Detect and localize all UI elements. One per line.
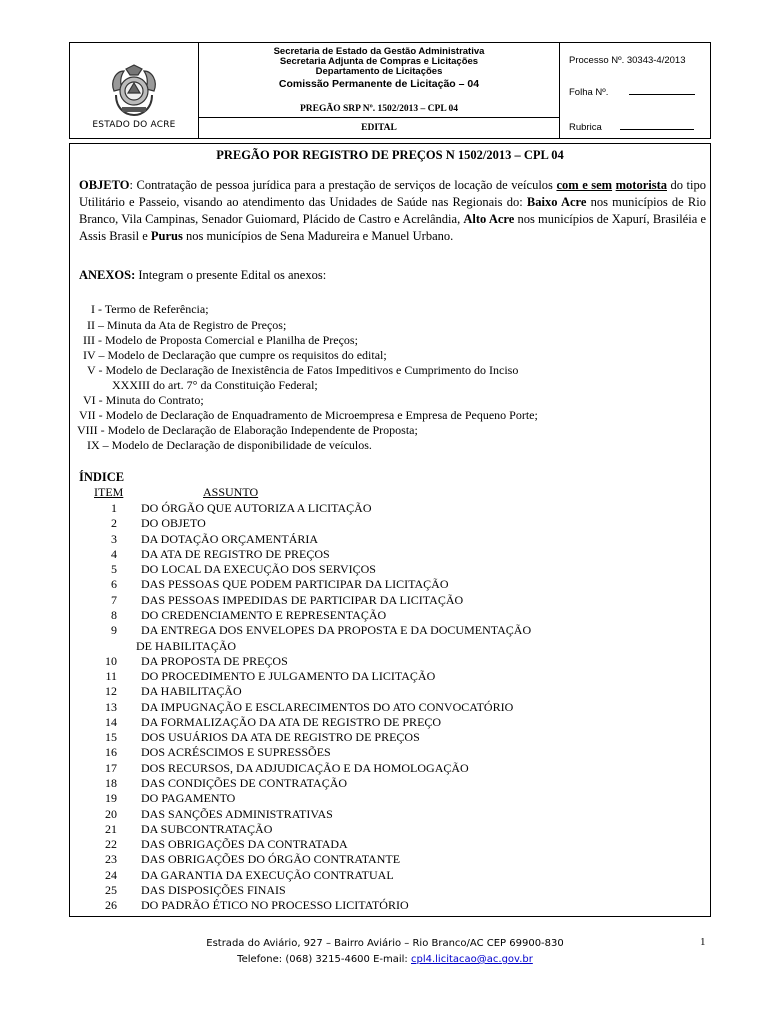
indice-item-subject: DA GARANTIA DA EXECUÇÃO CONTRATUAL	[141, 867, 394, 882]
indice-item-subject: DO ÓRGÃO QUE AUTORIZA A LICITAÇÃO	[141, 501, 372, 515]
rubrica-blank	[620, 129, 694, 130]
indice-item-subject: DA PROPOSTA DE PREÇOS	[141, 653, 288, 668]
indice-item-subject: DAS SANÇÕES ADMINISTRATIVAS	[141, 806, 333, 821]
anexo-item: II – Minuta da Ata de Registro de Preços;	[87, 318, 287, 332]
footer-email-link[interactable]: cpl4.licitacao@ac.gov.br	[410, 954, 533, 965]
indice-item-subject: DA DOTAÇÃO ORÇAMENTÁRIA	[141, 531, 319, 546]
indice-item-subject: DOS RECURSOS, DA ADJUDICAÇÃO E DA HOMOLOGAÇÃO	[141, 760, 469, 775]
indice-item-subject: DO OBJETO	[141, 516, 206, 531]
indice-item-number: 14	[105, 714, 117, 729]
indice-item-number: 7	[111, 592, 117, 607]
rubrica-label: Rubrica	[569, 122, 602, 133]
objeto-text-1: : Contratação de pessoa jurídica para a prestação de serviços de locação de veículos	[129, 178, 557, 192]
indice-item-subject: DO PADRÃO ÉTICO NO PROCESSO LICITATÓRIO	[141, 898, 409, 913]
anexos-label: ANEXOS:	[79, 268, 136, 282]
footer-phone: Telefone: (068) 3215-4600 E-mail:	[237, 954, 411, 965]
footer-address: Estrada do Aviário, 927 – Bairro Aviário – Rio Branco/AC CEP 69900-830	[206, 938, 564, 949]
indice-item-number: 22	[105, 837, 117, 852]
page-title: PREGÃO POR REGISTRO DE PREÇOS N 1502/2013 – CPL 04	[216, 148, 564, 162]
edital-body	[69, 143, 711, 917]
objeto-region-baixo-acre: Baixo Acre	[526, 195, 587, 209]
indice-item-subject: DAS CONDIÇÕES DE CONTRATAÇÃO	[141, 776, 348, 791]
indice-item-subject: DA ATA DE REGISTRO DE PREÇOS	[141, 546, 330, 561]
indice-item-number: 6	[111, 577, 117, 592]
objeto-paragraph	[79, 177, 706, 245]
acre-coat-of-arms-icon	[106, 63, 162, 119]
indice-item-subject: DOS USUÁRIOS DA ATA DE REGISTRO DE PREÇOS	[141, 730, 420, 745]
anexos-intro	[79, 268, 326, 283]
objeto-label: OBJETO	[79, 178, 130, 192]
indice-item-subject: DO PAGAMENTO	[141, 791, 236, 806]
indice-item-number: 20	[105, 806, 117, 821]
objeto-emphasis-2: motorista	[615, 178, 667, 192]
objeto-text-2: do tipo Utilitário e Passeio, visando ao atendimento das Unidades de Saúde nas Regionais do:	[79, 178, 706, 209]
folha-blank	[629, 94, 695, 95]
indice-item-subject: DA FORMALIZAÇÃO DA ATA DE REGISTRO DE PREÇO	[141, 714, 442, 729]
objeto-text-4: nos municípios de Xapurí, Brasiléia e Assis Brasil e	[79, 212, 706, 243]
indice-item-number: 16	[105, 745, 117, 760]
indice-item-number: 1	[111, 501, 117, 515]
header-line-secretaria-adjunta: Secretaria Adjunta de Compras e Licitações	[279, 56, 479, 67]
page-footer	[0, 936, 770, 968]
header-institution-cell	[199, 43, 560, 138]
indice-item-number: 18	[105, 776, 117, 791]
indice-item-number: 11	[105, 669, 117, 684]
indice-col-item: ITEM	[94, 485, 124, 499]
indice-item-number: 2	[111, 516, 117, 531]
indice-item-number: 3	[111, 531, 117, 546]
indice-item-number: 21	[105, 821, 117, 836]
anexo-item: VIII - Modelo de Declaração de Elaboração Independente de Proposta;	[77, 423, 418, 437]
indice-item-number: 25	[105, 883, 117, 897]
indice-title: ÍNDICE	[79, 470, 125, 484]
indice-item-number: 4	[111, 546, 117, 561]
indice-item-number: 19	[105, 791, 117, 806]
indice-item-number: 9	[111, 623, 117, 638]
indice-item-subject: DA SUBCONTRATAÇÃO	[141, 821, 273, 836]
indice-item-number: 10	[105, 653, 117, 668]
indice-item-subject: DO LOCAL DA EXECUÇÃO DOS SERVIÇOS	[141, 562, 376, 577]
header-line-departamento: Departamento de Licitações	[315, 66, 443, 77]
header-logo-cell	[70, 43, 199, 138]
indice-col-assunto: ASSUNTO	[203, 485, 259, 499]
indice-item-number: 13	[105, 699, 117, 714]
indice-item-number: 23	[105, 852, 117, 867]
header-divider	[199, 117, 559, 118]
logo-caption: ESTADO DO ACRE	[92, 120, 176, 130]
folha-label: Folha Nº.	[569, 87, 609, 98]
indice-item-subject: DO CREDENCIAMENTO E REPRESENTAÇÃO	[141, 607, 387, 622]
header-pregao: PREGÃO SRP Nº. 1502/2013 – CPL 04	[299, 104, 459, 114]
anexo-item: IV – Modelo de Declaração que cumpre os requisitos do edital;	[83, 348, 387, 362]
anexo-item: VI - Minuta do Contrato;	[83, 393, 204, 407]
objeto-emphasis-1: com e sem	[556, 178, 613, 192]
anexo-item: IX – Modelo de Declaração de disponibilidade de veículos.	[87, 438, 372, 452]
indice-item-number: 26	[105, 898, 117, 913]
objeto-region-purus: Purus	[150, 229, 183, 243]
indice-item-number: 17	[105, 760, 117, 775]
objeto-region-alto-acre: Alto Acre	[463, 212, 515, 226]
folha-field	[569, 87, 695, 98]
anexos-intro-text: Integram o presente Edital os anexos:	[135, 268, 327, 282]
indice-item-subject: DA ENTREGA DOS ENVELOPES DA PROPOSTA E DA DOCUMENTAÇÃO	[141, 623, 532, 638]
header-line-comissao: Comissão Permanente de Licitação – 04	[278, 78, 480, 90]
objeto-text-3: nos municípios de Rio Branco, Vila Campinas, Senador Guiomard, Plácido de Castro e Acrelândia,	[79, 195, 706, 226]
header-edital: EDITAL	[361, 123, 397, 133]
processo-number: Processo Nº. 30343-4/2013	[569, 55, 686, 66]
indice-item-number: 12	[105, 684, 117, 699]
page-number: 1	[700, 936, 706, 948]
header-process-cell	[560, 43, 710, 138]
indice-item-number: 8	[111, 607, 117, 622]
anexo-item: V - Modelo de Declaração de Inexistência de Fatos Impeditivos e Cumprimento do Inciso	[87, 363, 519, 377]
indice-item-subject: DOS ACRÉSCIMOS E SUPRESSÕES	[141, 745, 331, 760]
indice-item-subject: DO PROCEDIMENTO E JULGAMENTO DA LICITAÇÃO	[141, 669, 436, 684]
indice-item-number: 5	[111, 562, 117, 577]
indice-item-subject: DE HABILITAÇÃO	[136, 638, 237, 653]
indice-item-subject: DAS DISPOSIÇÕES FINAIS	[141, 883, 286, 897]
anexo-item: III - Modelo de Proposta Comercial e Planilha de Preços;	[83, 333, 358, 347]
indice-item-subject: DAS PESSOAS IMPEDIDAS DE PARTICIPAR DA LICITAÇÃO	[141, 592, 464, 607]
objeto-text-5: nos municípios de Sena Madureira e Manuel Urbano.	[182, 229, 454, 243]
indice-item-subject: DA IMPUGNAÇÃO E ESCLARECIMENTOS DO ATO CONVOCATÓRIO	[141, 699, 514, 714]
anexo-item-continued: XXXIII do art. 7° da Constituição Federal;	[112, 378, 318, 392]
indice-item-number: 24	[105, 867, 117, 882]
indice-item-subject: DAS PESSOAS QUE PODEM PARTICIPAR DA LICITAÇÃO	[141, 577, 449, 592]
indice-item-subject: DAS OBRIGAÇÕES DO ÓRGÃO CONTRATANTE	[141, 852, 401, 867]
footer-contact	[0, 952, 770, 968]
indice-item-number: 15	[105, 730, 117, 745]
document-header	[69, 42, 711, 139]
indice-item-subject: DAS OBRIGAÇÕES DA CONTRATADA	[141, 837, 348, 852]
rubrica-field	[569, 122, 694, 133]
header-line-secretaria: Secretaria de Estado da Gestão Administrativa	[273, 46, 485, 57]
indice-item-subject: DA HABILITAÇÃO	[141, 684, 242, 699]
anexo-item: I - Termo de Referência;	[91, 302, 209, 316]
anexo-item: VII - Modelo de Declaração de Enquadramento de Microempresa e Empresa de Pequeno Porte;	[79, 408, 538, 422]
